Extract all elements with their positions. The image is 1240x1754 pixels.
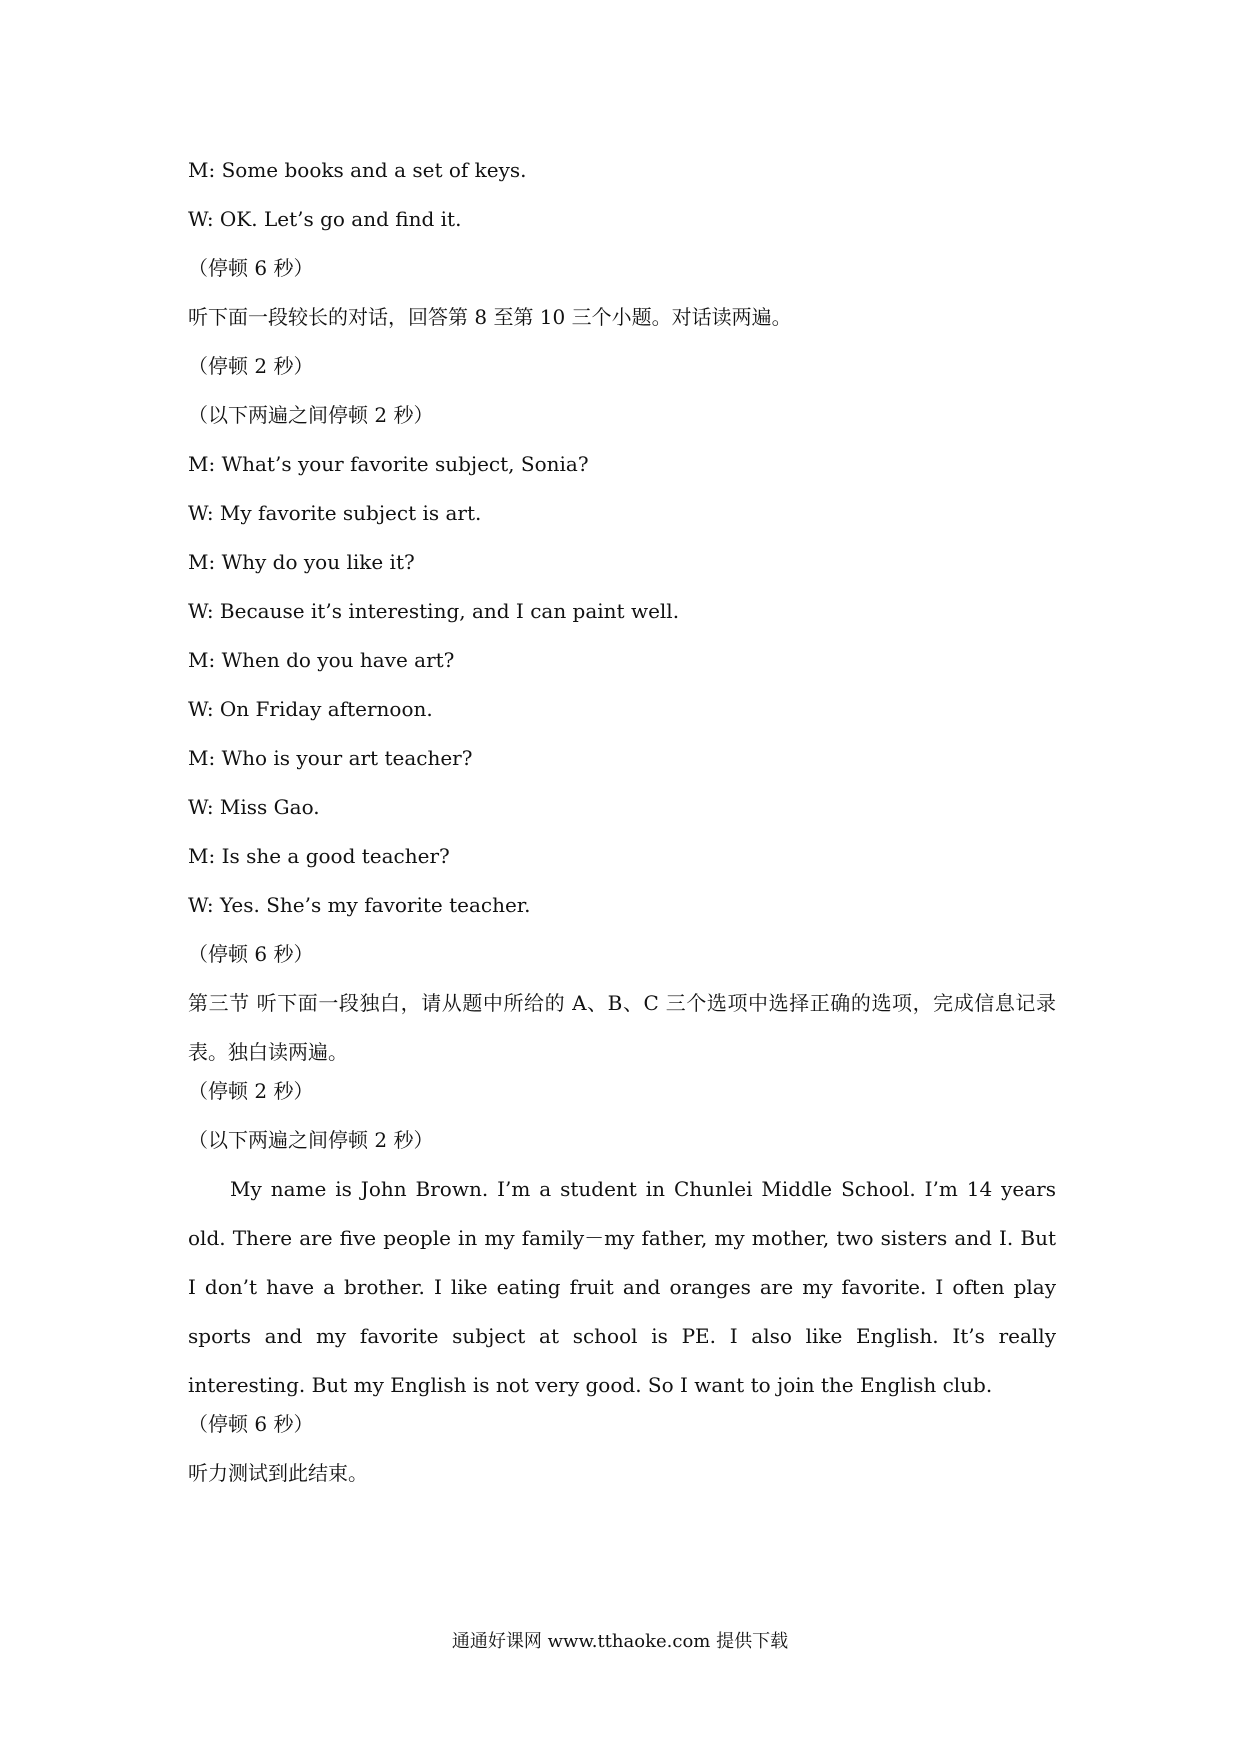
dialogue-line: W: Yes. She’s my favorite teacher. xyxy=(188,893,531,917)
footer-credit: 通通好课网 www.tthaoke.com 提供下载 xyxy=(451,1631,789,1652)
dialogue-line: W: Because it’s interesting, and I can paint well. xyxy=(188,599,680,623)
closing-note: 听力测试到此结束。 xyxy=(188,1461,368,1485)
pause-note: （以下两遍之间停顿 2 秒） xyxy=(188,403,434,427)
section-instruction: 听下面一段较长的对话，回答第 8 至第 10 三个小题。对话读两遍。 xyxy=(188,305,792,329)
dialogue-line: M: What’s your favorite subject, Sonia? xyxy=(188,452,589,476)
dialogue-line: W: Miss Gao. xyxy=(188,795,320,819)
transcript-body xyxy=(188,156,1056,1508)
pause-note: （停顿 2 秒） xyxy=(188,354,314,378)
dialogue-line: M: Why do you like it? xyxy=(188,550,415,574)
dialogue-line: M: Some books and a set of keys. xyxy=(188,158,527,182)
dialogue-line: M: Is she a good teacher? xyxy=(188,844,450,868)
dialogue-line: W: OK. Let’s go and find it. xyxy=(188,207,462,231)
pause-note: （停顿 6 秒） xyxy=(188,942,314,966)
pause-note: （停顿 2 秒） xyxy=(188,1079,314,1103)
dialogue-line: W: My favorite subject is art. xyxy=(188,501,482,525)
section3-instruction: 第三节 听下面一段独白，请从题中所给的 A、B、C 三个选项中选择正确的选项，完成信息记录表。独白读两遍。 xyxy=(188,991,1056,1064)
dialogue-line: W: On Friday afternoon. xyxy=(188,697,433,721)
pause-note: （以下两遍之间停顿 2 秒） xyxy=(188,1128,434,1152)
monologue-paragraph: My name is John Brown. I’m a student in Chunlei Middle School. I’m 14 years old. There are five people in my family－my father, my mother, two sisters and I. But I don’t have a brother. I like eating fruit and oranges are my favorite. I often play sports and my favorite subject at school is PE. I also like English. It’s really interesting. But my English is not very good. So I want to join the English club. xyxy=(188,1177,1056,1397)
dialogue-line: M: When do you have art? xyxy=(188,648,455,672)
pause-note: （停顿 6 秒） xyxy=(188,256,314,280)
dialogue-line: M: Who is your art teacher? xyxy=(188,746,473,770)
pause-note: （停顿 6 秒） xyxy=(188,1412,314,1436)
